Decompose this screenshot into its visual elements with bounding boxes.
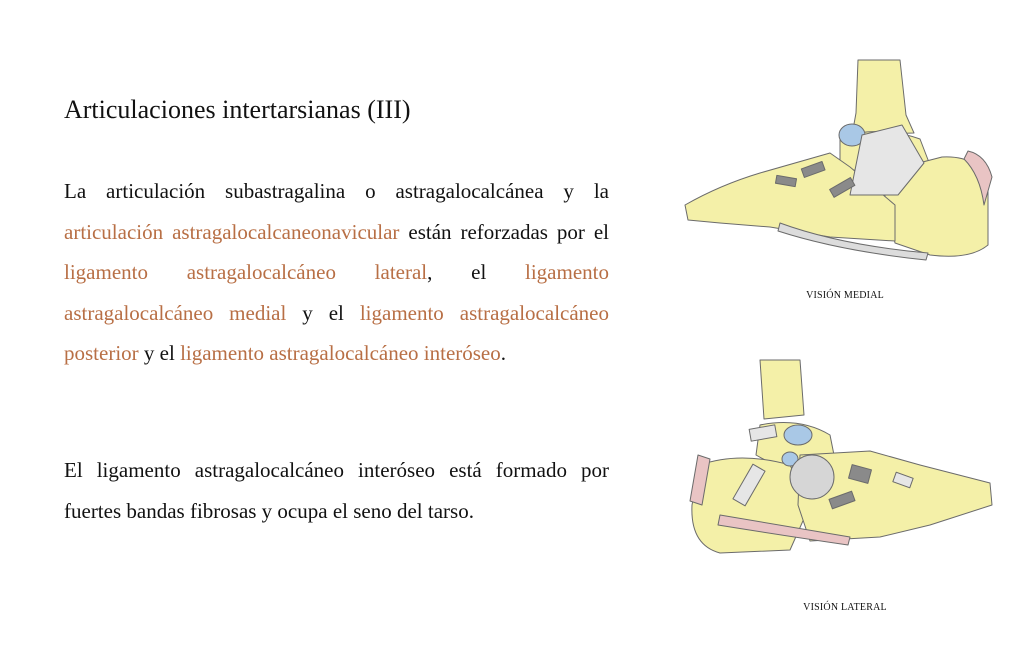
term-interosseous-ligament: ligamento astragalocalcáneo interóseo xyxy=(180,341,501,365)
paragraph-interosseous: El ligamento astragalocalcáneo interóseo está formado por fuertes bandas fibrosas y ocupa el seno del tarso. xyxy=(64,458,609,523)
para1-text-6: . xyxy=(500,341,507,365)
tibia-bone xyxy=(852,60,914,135)
term-lateral-ligament: ligamento astragalocalcáneo lateral xyxy=(64,260,428,284)
term-astragalocalcaneonavicular-joint: articulación astragalocalcaneonavicular xyxy=(64,219,400,244)
paragraph-ligaments xyxy=(64,171,609,374)
term-medial-ligament: ligamento astragalocalcáneo medial xyxy=(64,260,609,325)
para1-text-3: , el xyxy=(427,260,526,284)
lateral-view-illustration xyxy=(680,355,995,570)
para1-text-2: están reforzadas por el xyxy=(399,219,609,244)
term-posterior-ligament: ligamento astragalocalcáneo posterior xyxy=(64,300,609,365)
interosseous-ligament xyxy=(790,455,834,499)
caption-lateral-view: VISIÓN LATERAL xyxy=(803,602,887,613)
fibula-bone xyxy=(760,360,804,419)
para1-text-5: y el xyxy=(138,341,181,365)
caption-medial-view: VISIÓN MEDIAL xyxy=(806,290,884,301)
medial-foot-drawing xyxy=(680,55,995,270)
medial-view-illustration xyxy=(680,55,995,270)
lateral-cartilage xyxy=(784,425,812,445)
slide-title: Articulaciones intertarsianas (III) xyxy=(64,95,411,124)
lateral-foot-drawing xyxy=(680,355,995,570)
para1-text-1: La articulación subastragalina o astragalocalcánea y la xyxy=(64,179,609,203)
para1-text-4: y el xyxy=(286,300,360,325)
